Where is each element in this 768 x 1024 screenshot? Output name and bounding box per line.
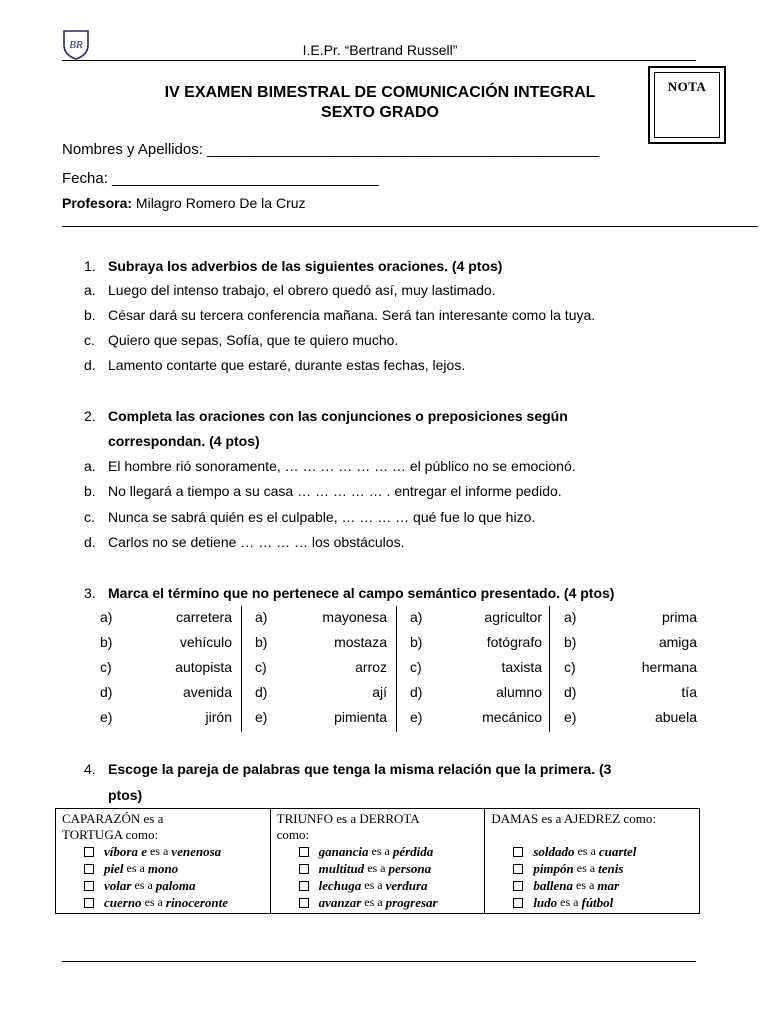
q3-option-letter: d) [255, 684, 268, 700]
q4-option-mid: es a [557, 895, 582, 909]
q3-col-divider [241, 606, 242, 732]
q4-option-mid: es a [131, 878, 156, 892]
q3-option-letter: e) [410, 709, 423, 725]
q2-title-line2: correspondan. (4 ptos) [108, 433, 260, 449]
q3-option-letter: b) [410, 634, 423, 650]
q3-option-word[interactable]: tía [681, 684, 697, 700]
q4-option-b: cuartel [598, 844, 637, 859]
q3-option-word[interactable]: carretera [175, 609, 232, 625]
school-name: I.E.Pr. “Bertrand Russell” [302, 42, 458, 58]
q4-option-mid: es a [364, 861, 389, 875]
q4-analogy-table [55, 808, 700, 914]
exam-title [100, 83, 660, 123]
checkbox-icon[interactable] [84, 847, 94, 857]
q4-option-b: persona [388, 861, 432, 876]
q3-option-letter: b) [564, 634, 577, 650]
q3-option-word[interactable]: mayonesa [322, 609, 387, 625]
q4-group-premise [277, 811, 479, 843]
checkbox-icon[interactable] [299, 881, 309, 891]
q4-option-mid: es a [361, 878, 386, 892]
q3-option-letter: a) [255, 609, 268, 625]
q3-option-letter: d) [410, 684, 423, 700]
q4-option-a: multitud [318, 861, 365, 876]
q4-option-a: ludo [533, 895, 558, 910]
q3-option-letter: c) [564, 659, 576, 675]
q4-group-premise [491, 811, 693, 843]
q3-option-word[interactable]: avenida [182, 684, 232, 700]
q4-option[interactable] [62, 894, 264, 911]
q4-option-b: progresar [385, 895, 438, 910]
q3-col-divider [396, 606, 397, 732]
q1-item-text[interactable]: Quiero que sepas, Sofía, que te quiero mucho. [108, 332, 399, 348]
q3-col-divider [549, 606, 550, 732]
grade-box-inner [654, 72, 720, 138]
q4-option-a: ballena [533, 878, 574, 893]
teacher-label: Profesora: [62, 195, 133, 211]
school-shield-logo-icon [62, 28, 90, 60]
q4-group [485, 809, 700, 914]
q3-option-word[interactable]: hermana [641, 659, 697, 675]
q3-option-word[interactable]: jirón [205, 709, 232, 725]
q4-option-mid: es a [146, 844, 172, 858]
q2-item-text[interactable]: El hombre rió sonoramente, … … … … … … … el público no se emocionó. [108, 458, 576, 474]
q3-option-letter: c) [100, 659, 112, 675]
q3-option-word[interactable]: autopista [175, 659, 232, 675]
q3-title: Marca el término que no pertenece al campo semántico presentado. (4 ptos) [108, 585, 615, 601]
q4-premise-line [491, 827, 693, 843]
q4-option-b: mono [147, 861, 179, 876]
q2-item-letter: b. [84, 483, 96, 499]
q2-title-line1: Completa las oraciones con las conjunciones o preposiciones según [108, 408, 568, 424]
fields-rule [62, 226, 758, 227]
q3-option-word[interactable]: arroz [355, 659, 387, 675]
checkbox-icon[interactable] [299, 864, 309, 874]
q3-option-word[interactable]: ají [372, 684, 387, 700]
q1-item-text[interactable]: Luego del intenso trabajo, el obrero quedó así, muy lastimado. [108, 282, 496, 298]
q4-premise-line: DAMAS es a AJEDREZ como: [491, 811, 656, 826]
checkbox-icon[interactable] [513, 864, 523, 874]
q4-option-mid: es a [573, 878, 598, 892]
checkbox-icon[interactable] [84, 864, 94, 874]
footer-rule [62, 961, 696, 962]
grade-box-label: NOTA [667, 79, 707, 94]
q4-option[interactable] [277, 894, 479, 911]
q4-option-mid: es a [368, 844, 393, 858]
q4-option-a: ganancia [318, 844, 369, 859]
q4-option[interactable] [62, 877, 264, 894]
q4-option-b: rinoceronte [165, 895, 229, 910]
q4-group [270, 809, 485, 914]
q4-option-b: paloma [155, 878, 196, 893]
q4-option-b: verdura [385, 878, 428, 893]
checkbox-icon[interactable] [513, 898, 523, 908]
q4-option[interactable] [277, 877, 479, 894]
q3-grid [0, 606, 768, 732]
q4-option-a: lechuga [318, 878, 362, 893]
name-field[interactable]: Nombres y Apellidos: _______________________________________________ [62, 141, 600, 158]
q4-option-b: mar [597, 878, 620, 893]
q4-option[interactable] [491, 843, 693, 860]
q3-option-letter: a) [410, 609, 423, 625]
q1-item-letter: b. [84, 307, 96, 323]
q3-option-word[interactable]: mecánico [482, 709, 542, 725]
q4-option[interactable] [491, 860, 693, 877]
date-field[interactable]: Fecha: ________________________________ [62, 170, 379, 187]
q2-item-text[interactable]: Carlos no se detiene … … … … los obstáculos. [108, 534, 405, 550]
q3-option-word[interactable]: abuela [654, 709, 697, 725]
q4-number: 4. [84, 761, 96, 777]
exam-title-line2: SEXTO GRADO [321, 104, 439, 121]
q3-option-letter: e) [100, 709, 113, 725]
q1-item-text[interactable]: Lamento contarte que estaré, durante estas fechas, lejos. [108, 357, 466, 373]
header-rule [62, 60, 696, 61]
q3-option-word[interactable]: alumno [496, 684, 542, 700]
teacher-name: Milagro Romero De la Cruz [132, 195, 306, 211]
q4-option-mid: es a [574, 844, 599, 858]
q3-option-letter: b) [100, 634, 113, 650]
checkbox-icon[interactable] [299, 847, 309, 857]
q4-option[interactable] [62, 843, 264, 860]
exam-title-line1: IV EXAMEN BIMESTRAL DE COMUNICACIÓN INTEGRAL [164, 84, 596, 101]
checkbox-icon[interactable] [513, 847, 523, 857]
grade-box [648, 66, 726, 144]
logo-letters: BR [69, 39, 83, 51]
q4-title-line1: Escoge la pareja de palabras que tenga la misma relación que la primera. (3 [108, 761, 612, 777]
q4-option-b: tenis [598, 861, 624, 876]
q2-item-letter: c. [84, 509, 95, 525]
q4-group [56, 809, 271, 914]
q4-option[interactable] [277, 843, 479, 860]
q4-option-mid: es a [141, 895, 166, 909]
q3-option-letter: a) [100, 609, 113, 625]
q3-option-letter: e) [255, 709, 268, 725]
q4-option-b: pérdida [392, 844, 434, 859]
q3-option-word[interactable]: agricultor [484, 609, 542, 625]
q4-option-a: cuerno [104, 895, 142, 910]
q4-option-a: piel [104, 861, 124, 876]
q4-option[interactable] [491, 877, 693, 894]
q4-option-mid: es a [573, 861, 599, 875]
q1-item-letter: a. [84, 282, 96, 298]
q1-title: Subraya los adverbios de las siguientes oraciones. (4 ptos) [108, 258, 503, 274]
teacher-line [62, 195, 306, 211]
q4-title-line2: ptos) [108, 787, 143, 803]
q4-option-a: volar [104, 878, 132, 893]
q3-option-word[interactable]: amiga [658, 634, 697, 650]
q2-item-text[interactable]: Nunca se sabrá quién es el culpable, … … … … qué fue lo que hizo. [108, 509, 536, 525]
q4-option[interactable] [491, 894, 693, 911]
q1-number: 1. [84, 258, 96, 274]
q4-group-premise [62, 811, 264, 843]
q1-item-text[interactable]: César dará su tercera conferencia mañana. Será tan interesante como la tuya. [108, 307, 596, 323]
q3-option-letter: c) [410, 659, 422, 675]
q4-option-a: avanzar [318, 895, 362, 910]
q4-option-b: fútbol [581, 895, 614, 910]
q4-premise-line: CAPARAZÓN es a [62, 811, 164, 826]
q3-option-word[interactable]: vehículo [179, 634, 232, 650]
q4-option-a: víbora e [104, 844, 147, 859]
q4-option[interactable] [277, 860, 479, 877]
checkbox-icon[interactable] [84, 898, 94, 908]
q3-option-letter: b) [255, 634, 268, 650]
q1-item-letter: d. [84, 357, 96, 373]
q3-option-word[interactable]: pimienta [334, 709, 387, 725]
q4-option-a: soldado [533, 844, 575, 859]
q3-option-word[interactable]: prima [661, 609, 697, 625]
q3-option-letter: d) [564, 684, 577, 700]
checkbox-icon[interactable] [513, 881, 523, 891]
q2-item-text[interactable]: No llegará a tiempo a su casa … … … … … . entregar el informe pedido. [108, 483, 562, 499]
q4-option[interactable] [62, 860, 264, 877]
q3-number: 3. [84, 585, 96, 601]
q4-option-mid: es a [123, 861, 148, 875]
checkbox-icon[interactable] [299, 898, 309, 908]
q2-item-letter: a. [84, 458, 96, 474]
q4-premise-line: como: [276, 827, 310, 842]
q3-option-word[interactable]: fotógrafo [486, 634, 542, 650]
q3-option-letter: e) [564, 709, 577, 725]
q2-number: 2. [84, 408, 96, 424]
q2-item-letter: d. [84, 534, 96, 550]
q4-premise-line: TORTUGA como: [62, 827, 159, 842]
q3-option-letter: d) [100, 684, 113, 700]
q4-option-a: pimpón [533, 861, 574, 876]
q3-option-letter: c) [255, 659, 267, 675]
q4-premise-line: TRIUNFO es a DERROTA [276, 811, 420, 826]
q3-option-letter: a) [564, 609, 577, 625]
q4-option-mid: es a [361, 895, 386, 909]
q3-option-word[interactable]: mostaza [334, 634, 387, 650]
q3-option-word[interactable]: taxista [501, 659, 542, 675]
checkbox-icon[interactable] [84, 881, 94, 891]
q1-item-letter: c. [84, 332, 95, 348]
q4-option-b: venenosa [171, 844, 222, 859]
